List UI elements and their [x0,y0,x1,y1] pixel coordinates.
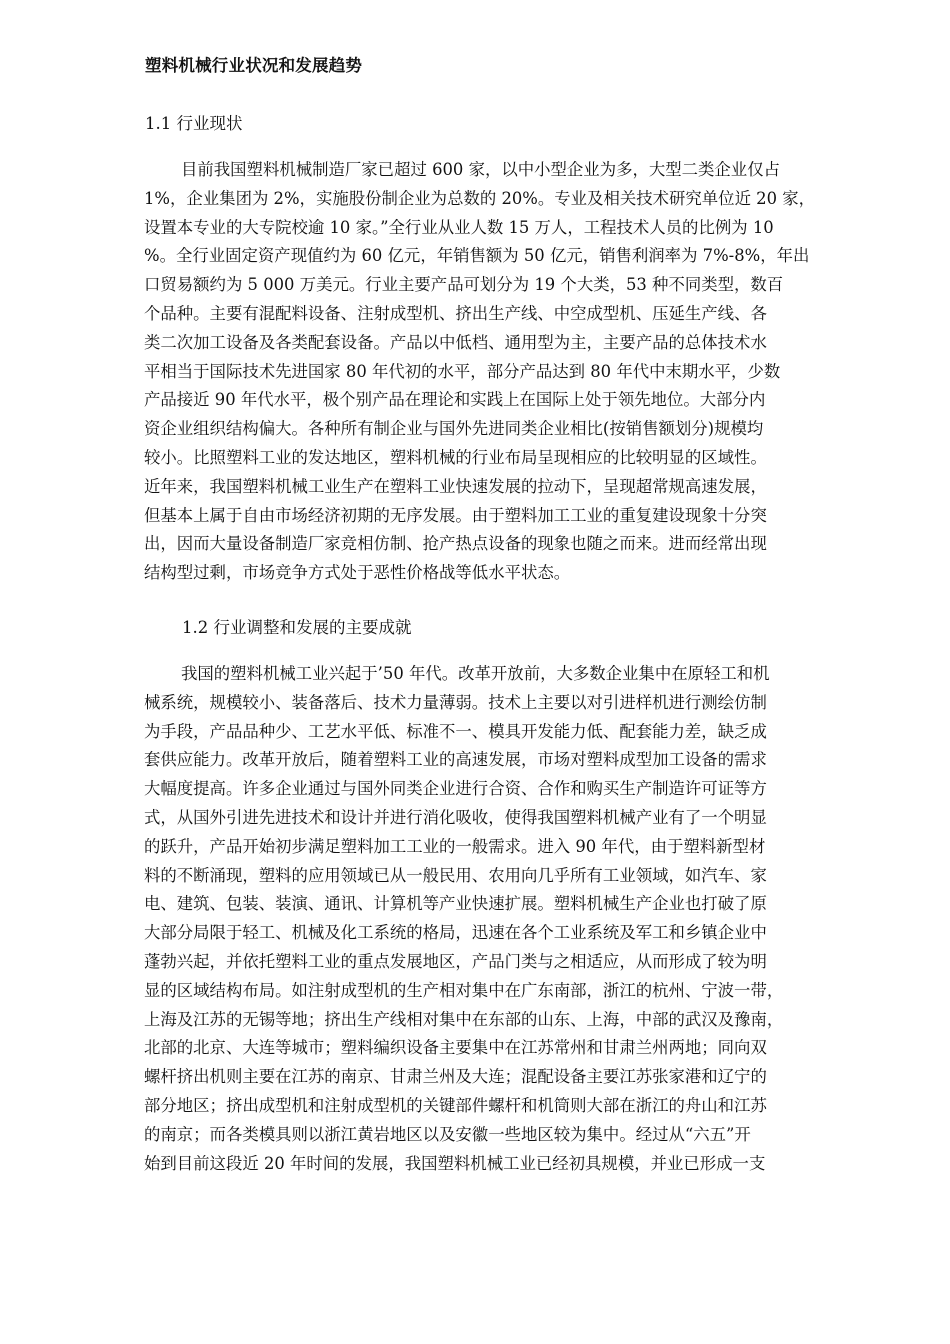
paragraph-line: 我国的塑料机械工业兴起于’50 年代。改革开放前，大多数企业集中在原轻工和机 [181,664,770,683]
paragraph-line: 械系统，规模较小、装备落后、技术力量薄弱。技术上主要以对引进样机进行测绘仿制 [144,692,767,712]
paragraph-line: 设置本专业的大专院校逾 10 家。”全行业从业人数 15 万人，工程技术人员的比例为 10 [144,217,774,237]
paragraph-line: 资企业组织结构偏大。各种所有制企业与国外先进同类企业相比(按销售额划分)规模均 [144,419,764,439]
paragraph-line: 蓬勃兴起，并依托塑料工业的重点发展地区，产品门类与之相适应，从而形成了较为明 [144,951,767,971]
paragraph-line: 近年来，我国塑料机械工业生产在塑料工业快速发展的拉动下，呈现超常规高速发展， [144,476,767,496]
paragraph-line: 出，因而大量设备制造厂家竞相仿制、抢产热点设备的现象也随之而来。进而经常出现 [144,534,767,554]
paragraph-line: 目前我国塑料机械制造厂家已超过 600 家，以中小型企业为多，大型二类企业仅占 [181,160,780,179]
paragraph-line: 结构型过剩，市场竞争方式处于恶性价格战等低水平状态。 [144,563,571,583]
section-heading-1-1: 1.1 行业现状 [145,114,243,133]
paragraph-line: 套供应能力。改革开放后，随着塑料工业的高速发展，市场对塑料成型加工设备的需求 [144,750,767,770]
paragraph-line: 但基本上属于自由市场经济初期的无序发展。由于塑料加工工业的重复建设现象十分突 [144,505,767,525]
paragraph-line: 北部的北京、大连等城市；塑料编织设备主要集中在江苏常州和甘肃兰州两地；同向双 [144,1038,767,1058]
paragraph-line: 的南京；而各类模具则以浙江黄岩地区以及安徽一些地区较为集中。经过从“六五”开 [144,1124,751,1144]
paragraph-line: %。全行业固定资产现值约为 60 亿元，年销售额为 50 亿元，销售利润率为 7%-8%，年出 [144,246,810,266]
paragraph-line: 个品种。主要有混配料设备、注射成型机、挤出生产线、中空成型机、压延生产线、各 [144,303,767,323]
paragraph-line: 较小。比照塑料工业的发达地区，塑料机械的行业布局呈现相应的比较明显的区域性。 [144,447,767,467]
paragraph-line: 螺杆挤出机则主要在江苏的南京、甘肃兰州及大连；混配设备主要江苏张家港和辽宁的 [144,1067,767,1087]
paragraph-line: 上海及江苏的无锡等地；挤出生产线相对集中在东部的山东、上海，中部的武汉及豫南， [144,1009,784,1029]
paragraph-line: 1%，企业集团为 2%，实施股份制企业为总数的 20%。专业及相关技术研究单位近 20 家， [144,188,816,208]
paragraph-line: 始到目前这段近 20 年时间的发展，我国塑料机械工业已经初具规模，并业已形成一支 [144,1153,766,1173]
paragraph-line: 口贸易额约为 5 000 万美元。行业主要产品可划分为 19 个大类，53 种不同类型，数百 [144,275,784,295]
paragraph-line: 大幅度提高。许多企业通过与国外同类企业进行合资、合作和购买生产制造许可证等方 [144,779,767,799]
section-heading-1-2: 1.2 行业调整和发展的主要成就 [182,618,412,637]
document-title: 塑料机械行业状况和发展趋势 [145,56,363,75]
paragraph-line: 大部分局限于轻工、机械及化工系统的格局，迅速在各个工业系统及军工和乡镇企业中 [144,923,767,943]
paragraph-line: 的跃升，产品开始初步满足塑料加工工业的一般需求。进入 90 年代，由于塑料新型材 [144,836,766,856]
paragraph-line: 料的不断涌现，塑料的应用领域已从一般民用、农用向几乎所有工业领域，如汽车、家 [144,865,767,885]
paragraph-line: 式，从国外引进先进技术和设计并进行消化吸收，使得我国塑料机械产业有了一个明显 [144,807,767,827]
paragraph-line: 类二次加工设备及各类配套设备。产品以中低档、通用型为主，主要产品的总体技术水 [144,332,767,352]
paragraph-line: 显的区域结构布局。如注射成型机的生产相对集中在广东南部，浙江的杭州、宁波一带， [144,980,784,1000]
paragraph-line: 平相当于国际技术先进国家 80 年代初的水平，部分产品达到 80 年代中末期水平，少数 [144,361,781,381]
paragraph-line: 电、建筑、包装、装演、通讯、计算机等产业快速扩展。塑料机械生产企业也打破了原 [144,894,767,914]
paragraph-line: 产品接近 90 年代水平，极个别产品在理论和实践上在国际上处于领先地位。大部分内 [144,390,766,410]
paragraph-line: 部分地区；挤出成型机和注射成型机的关键部件螺杆和机筒则大部在浙江的舟山和江苏 [144,1095,767,1115]
section-1-1-paragraph [144,156,884,588]
paragraph-line: 为手段，产品品种少、工艺水平低、标准不一、模具开发能力低、配套能力差，缺乏成 [144,721,767,741]
section-1-2-paragraph [144,660,884,1178]
